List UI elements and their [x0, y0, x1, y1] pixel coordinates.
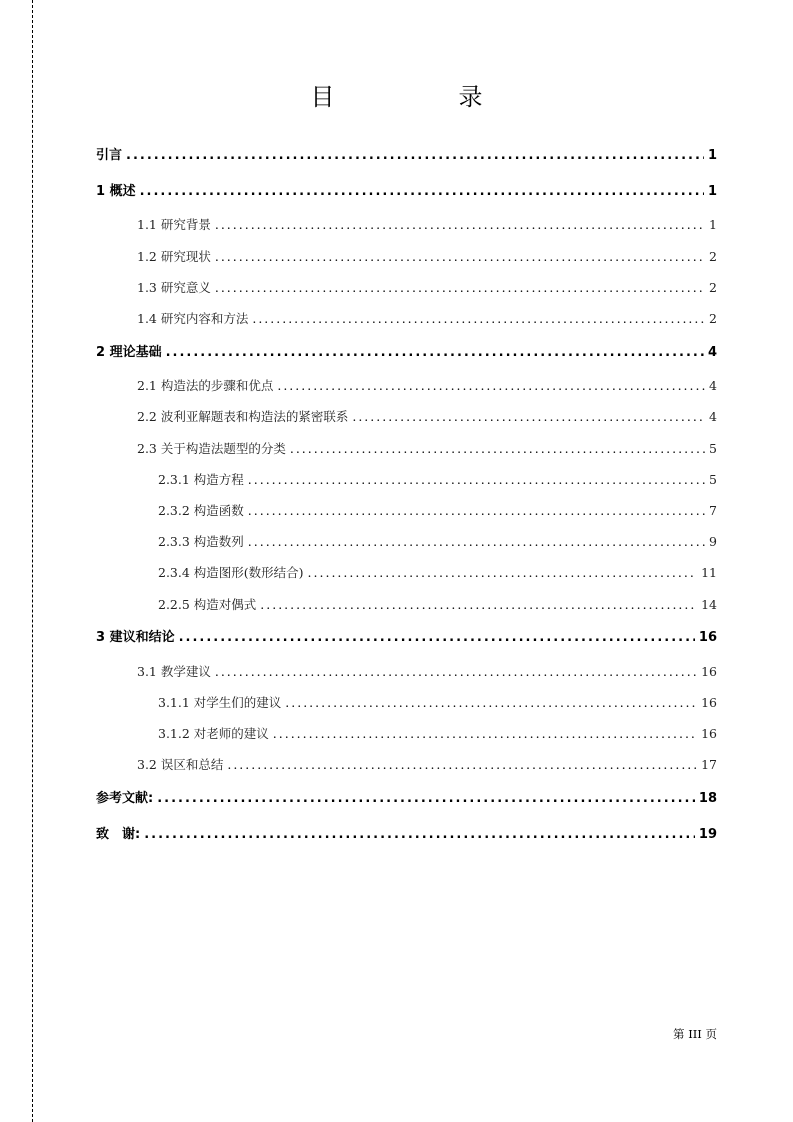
toc-entry-label: 2.3.3 构造数列 — [158, 534, 244, 549]
toc-entry-label: 2 理论基础 — [96, 345, 162, 360]
toc-entry-subsection-3-1-1[interactable] — [158, 694, 717, 712]
toc-entry-page: 4 — [709, 409, 717, 424]
toc-entry-references[interactable] — [96, 790, 717, 808]
toc-leader-dots — [227, 756, 697, 774]
toc-leader-dots — [215, 279, 705, 297]
toc-entry-subsection-2-2-5[interactable] — [158, 596, 717, 614]
toc-entry-subsection-2-3-3[interactable] — [158, 533, 717, 551]
toc-entry-introduction[interactable] — [96, 147, 717, 165]
toc-leader-dots — [308, 564, 698, 582]
toc-entry-page: 11 — [701, 565, 717, 580]
toc-entry-page: 7 — [709, 503, 717, 518]
toc-entry-page: 16 — [701, 726, 717, 741]
toc-entry-page: 16 — [698, 630, 717, 645]
toc-entry-section-3-1[interactable] — [137, 663, 717, 681]
toc-entry-page: 16 — [701, 695, 717, 710]
toc-leader-dots — [352, 408, 705, 426]
toc-entry-section-1-4[interactable] — [137, 310, 717, 328]
toc-leader-dots — [179, 629, 695, 647]
toc-entry-label: 3 建议和结论 — [96, 630, 175, 645]
toc-entry-label: 2.3.4 构造图形(数形结合) — [158, 565, 304, 580]
toc-entry-chapter-3[interactable] — [96, 629, 717, 647]
toc-entry-label: 1.4 研究内容和方法 — [137, 311, 249, 326]
toc-entry-page: 2 — [709, 249, 717, 264]
toc-entry-page: 2 — [709, 311, 717, 326]
toc-entry-page: 1 — [709, 217, 717, 232]
toc-entry-label: 3.1 教学建议 — [137, 664, 211, 679]
toc-entry-label: 3.2 误区和总结 — [137, 757, 224, 772]
toc-leader-dots — [126, 147, 704, 165]
toc-entry-page: 17 — [701, 757, 717, 772]
toc-entry-chapter-1[interactable] — [96, 183, 717, 201]
toc-entry-label: 参考文献: — [96, 791, 154, 806]
toc-entry-label: 1.3 研究意义 — [137, 280, 211, 295]
toc-entry-label: 2.3.2 构造函数 — [158, 503, 244, 518]
toc-entry-label: 引言 — [96, 148, 123, 163]
toc-entry-label: 1.1 研究背景 — [137, 217, 211, 232]
toc-leader-dots — [260, 596, 697, 614]
toc-entry-subsection-2-3-2[interactable] — [158, 502, 717, 520]
toc-entry-label: 2.2 波利亚解题表和构造法的紧密联系 — [137, 409, 349, 424]
toc-entry-page: 9 — [709, 534, 717, 549]
toc-leader-dots — [248, 502, 705, 520]
toc-entry-section-2-2[interactable] — [137, 408, 717, 426]
toc-entry-label: 1.2 研究现状 — [137, 249, 211, 264]
toc-entry-section-1-3[interactable] — [137, 279, 717, 297]
page-number-footer: 第 III 页 — [673, 1027, 717, 1041]
toc-entry-page: 16 — [701, 664, 717, 679]
toc-entry-section-2-3[interactable] — [137, 440, 717, 458]
toc-entry-page: 14 — [701, 597, 717, 612]
toc-entry-label: 3.1.1 对学生们的建议 — [158, 695, 282, 710]
toc-entry-subsection-2-3-1[interactable] — [158, 471, 717, 489]
toc-entry-section-1-1[interactable] — [137, 216, 717, 234]
toc-entry-label: 2.3.1 构造方程 — [158, 472, 244, 487]
toc-entry-page: 2 — [709, 280, 717, 295]
toc-leader-dots — [285, 694, 697, 712]
toc-entry-chapter-2[interactable] — [96, 344, 717, 362]
toc-entry-subsection-3-1-2[interactable] — [158, 725, 717, 743]
toc-entry-label: 2.2.5 构造对偶式 — [158, 597, 257, 612]
toc-entry-subsection-2-3-4[interactable] — [158, 564, 717, 582]
toc-entry-section-2-1[interactable] — [137, 377, 717, 395]
toc-leader-dots — [273, 725, 697, 743]
toc-entry-label: 2.3 关于构造法题型的分类 — [137, 441, 286, 456]
toc-entry-page: 4 — [707, 345, 717, 360]
toc-leader-dots — [215, 663, 697, 681]
toc-entry-label: 致 谢: — [96, 827, 141, 842]
toc-entry-page: 5 — [709, 441, 717, 456]
toc-leader-dots — [248, 471, 705, 489]
toc-entry-page: 19 — [698, 827, 717, 842]
toc-leader-dots — [290, 440, 705, 458]
toc-title: 目 录 — [310, 83, 533, 111]
toc-entry-page: 5 — [709, 472, 717, 487]
toc-leader-dots — [277, 377, 705, 395]
toc-leader-dots — [157, 790, 695, 808]
toc-leader-dots — [144, 826, 695, 844]
toc-entry-label: 3.1.2 对老师的建议 — [158, 726, 269, 741]
toc-entry-section-1-2[interactable] — [137, 248, 717, 266]
toc-leader-dots — [166, 344, 704, 362]
toc-leader-dots — [215, 248, 705, 266]
toc-entry-page: 4 — [709, 378, 717, 393]
toc-leader-dots — [252, 310, 705, 328]
toc-entry-page: 1 — [707, 184, 717, 199]
toc-leader-dots — [215, 216, 705, 234]
toc-leader-dots — [248, 533, 705, 551]
toc-leader-dots — [140, 183, 704, 201]
toc-entry-page: 18 — [698, 791, 717, 806]
toc-entry-acknowledgements[interactable] — [96, 826, 717, 844]
toc-entry-label: 2.1 构造法的步骤和优点 — [137, 378, 274, 393]
toc-entry-page: 1 — [707, 148, 717, 163]
toc-entry-label: 1 概述 — [96, 184, 136, 199]
toc-entry-section-3-2[interactable] — [137, 756, 717, 774]
